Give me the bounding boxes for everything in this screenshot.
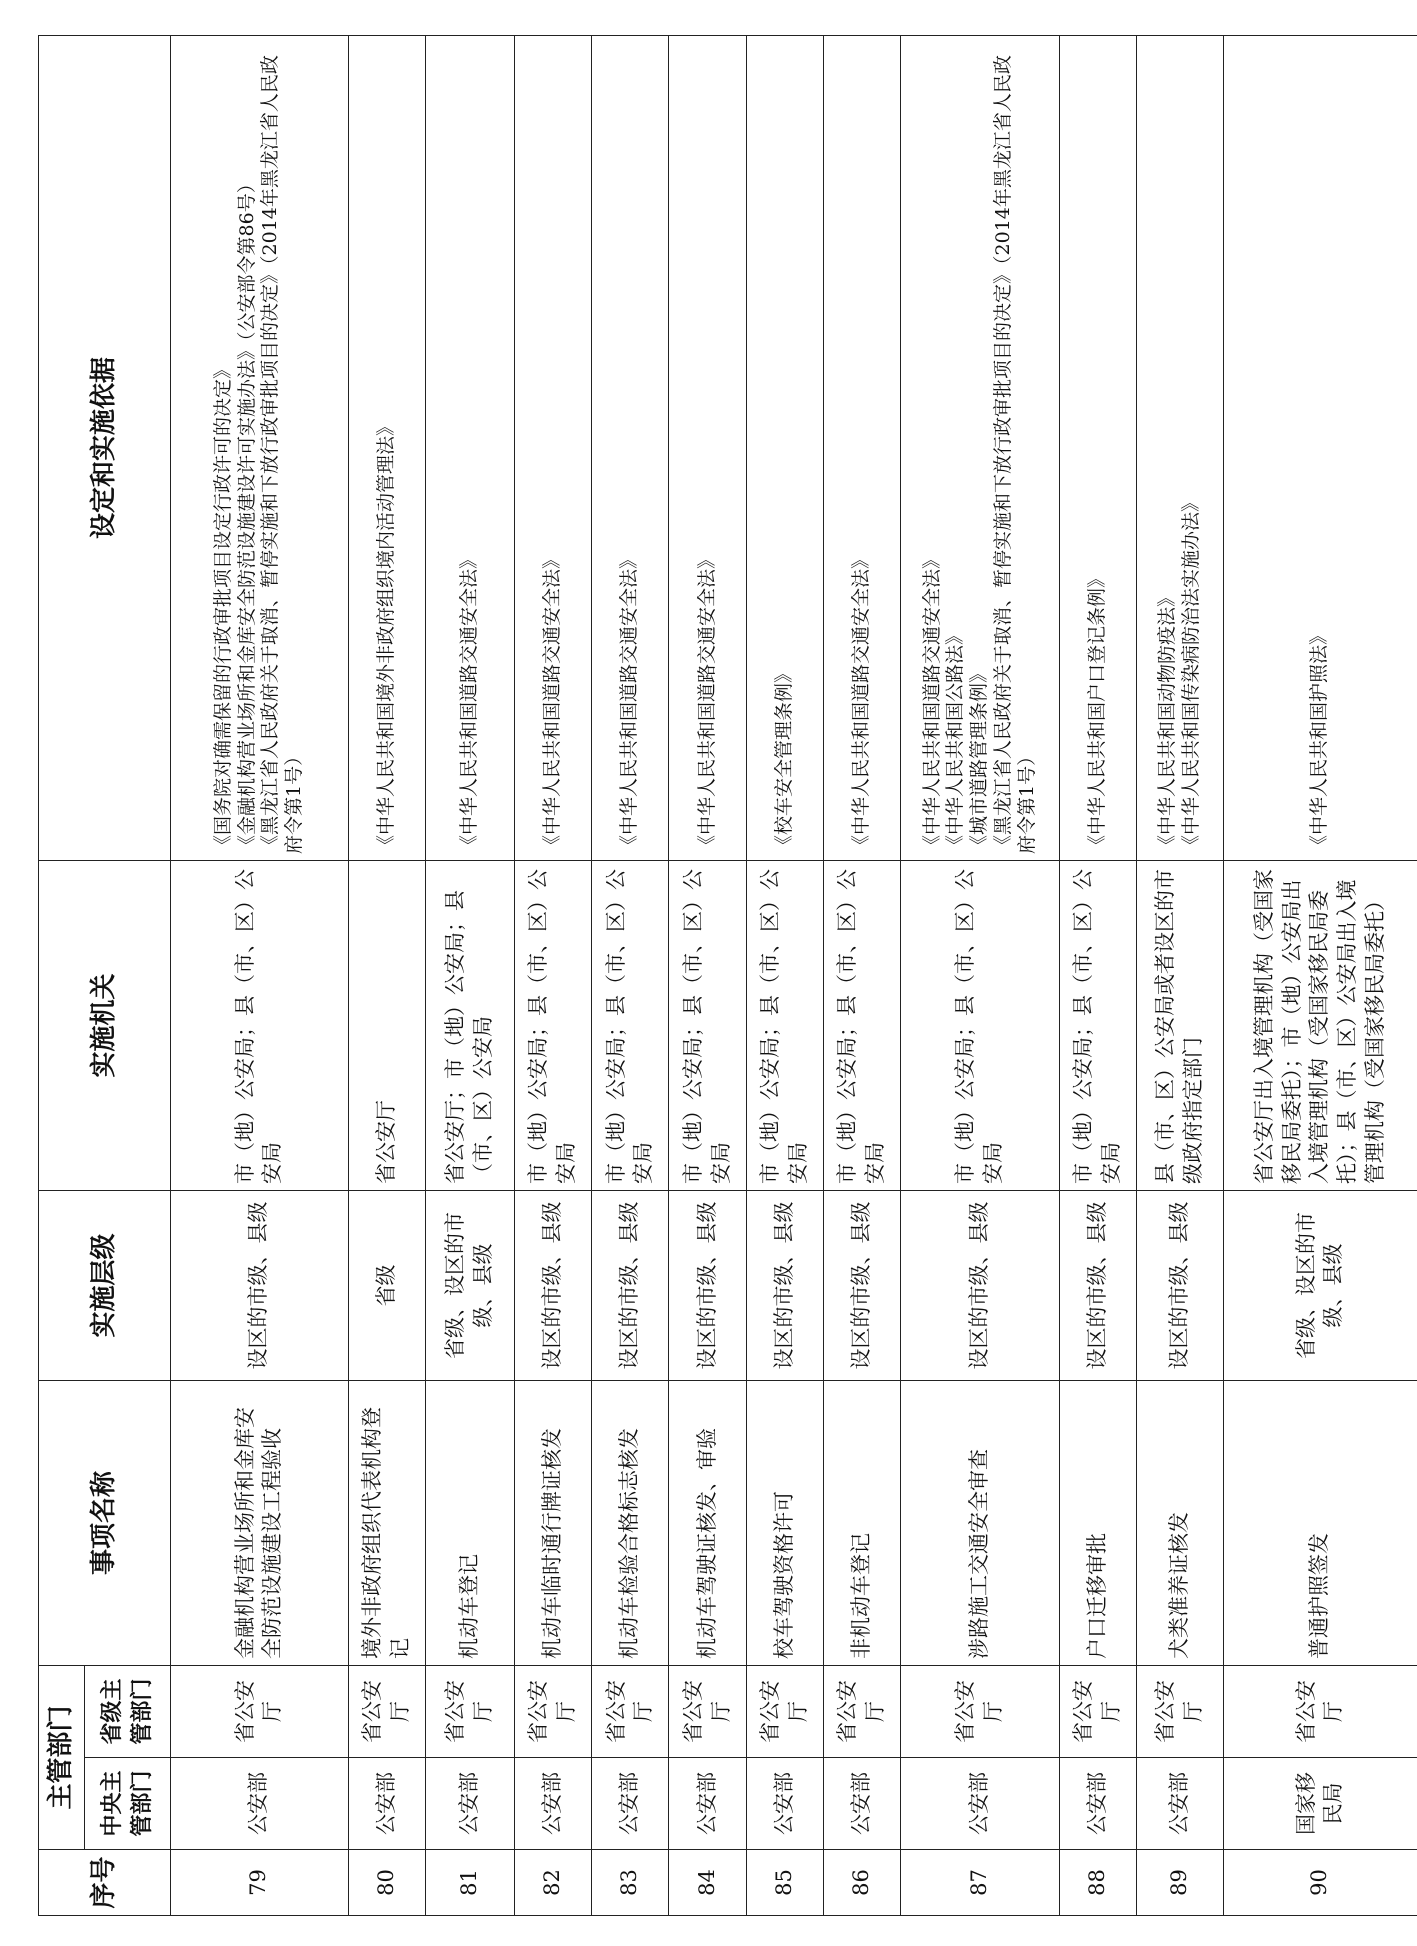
central-dept-cell: 公安部 xyxy=(746,1758,823,1850)
item-name-cell: 涉路施工交通安全审查 xyxy=(901,1380,1059,1665)
provincial-dept-cell: 省公安厅 xyxy=(514,1665,591,1757)
provincial-dept-cell: 省公安厅 xyxy=(1137,1665,1223,1757)
seq-cell: 89 xyxy=(1137,1850,1223,1916)
header-item: 事项名称 xyxy=(39,1380,171,1665)
basis-line: 《中华人民共和国户口登记条例》 xyxy=(1086,568,1109,854)
basis-line: 《中华人民共和国道路交通安全法》 xyxy=(920,549,943,854)
level-cell: 省级、设区的市级、县级 xyxy=(425,1190,514,1380)
basis-line: 《城市道路管理条例》 xyxy=(968,663,991,854)
table-row xyxy=(1137,35,1223,1915)
table-row xyxy=(348,35,425,1915)
org-cell: 市（地）公安局；县（市、区）公安局 xyxy=(514,860,591,1190)
item-name-cell: 机动车临时通行牌证核发 xyxy=(514,1380,591,1665)
admin-approval-table xyxy=(38,35,1417,1916)
level-cell: 设区的市级、县级 xyxy=(824,1190,901,1380)
item-name-cell: 校车驾驶资格许可 xyxy=(746,1380,823,1665)
header-org: 实施机关 xyxy=(39,860,171,1190)
rotated-page xyxy=(38,36,1417,1916)
central-dept-cell: 公安部 xyxy=(1137,1758,1223,1850)
org-cell: 省公安厅出入境管理机构（受国家移民局委托）；市（地）公安局出入境管理机构（受国家移民局委托）；县（市、区）公安局出入境管理机构（受国家移民局委托） xyxy=(1223,860,1417,1190)
item-name-cell: 金融机构营业场所和金库安全防范设施建设工程验收 xyxy=(171,1380,349,1665)
provincial-dept-cell: 省公安厅 xyxy=(171,1665,349,1757)
level-cell: 设区的市级、县级 xyxy=(592,1190,669,1380)
seq-cell: 85 xyxy=(746,1850,823,1916)
org-cell: 省公安厅 xyxy=(348,860,425,1190)
basis-line: 《金融机构营业场所和金库安全防范设施建设许可实施办法》（公安部令第86号） xyxy=(235,174,258,854)
seq-cell: 79 xyxy=(171,1850,349,1916)
basis-cell xyxy=(824,35,901,860)
org-cell: 市（地）公安局；县（市、区）公安局 xyxy=(669,860,746,1190)
org-cell: 市（地）公安局；县（市、区）公安局 xyxy=(171,860,349,1190)
table-row xyxy=(1223,35,1417,1915)
org-cell: 市（地）公安局；县（市、区）公安局 xyxy=(901,860,1059,1190)
item-name-cell: 犬类准养证核发 xyxy=(1137,1380,1223,1665)
basis-line: 《中华人民共和国道路交通安全法》 xyxy=(541,549,564,854)
central-dept-cell: 公安部 xyxy=(1059,1758,1136,1850)
central-dept-cell: 公安部 xyxy=(824,1758,901,1850)
table-row xyxy=(425,35,514,1915)
item-name-cell: 机动车驾驶证核发、审验 xyxy=(669,1380,746,1665)
basis-cell xyxy=(669,35,746,860)
basis-cell xyxy=(901,35,1059,860)
provincial-dept-cell: 省公安厅 xyxy=(824,1665,901,1757)
seq-cell: 88 xyxy=(1059,1850,1136,1916)
basis-cell xyxy=(171,35,349,860)
central-dept-cell: 公安部 xyxy=(425,1758,514,1850)
org-cell: 市（地）公安局；县（市、区）公安局 xyxy=(1059,860,1136,1190)
basis-line: 《校车安全管理条例》 xyxy=(773,663,795,854)
org-cell: 市（地）公安局；县（市、区）公安局 xyxy=(746,860,823,1190)
basis-line: 《中华人民共和国传染病防治法实施办法》 xyxy=(1179,492,1202,854)
org-cell: 市（地）公安局；县（市、区）公安局 xyxy=(592,860,669,1190)
basis-line: 《中华人民共和国护照法》 xyxy=(1308,625,1331,854)
basis-line: 《中华人民共和国公路法》 xyxy=(944,625,967,854)
basis-line: 《国务院对确需保留的行政审批项目设定行政许可的决定》 xyxy=(211,359,234,854)
seq-cell: 83 xyxy=(592,1850,669,1916)
level-cell: 设区的市级、县级 xyxy=(746,1190,823,1380)
level-cell: 设区的市级、县级 xyxy=(514,1190,591,1380)
basis-cell xyxy=(348,35,425,860)
basis-line: 《黑龙江省人民政府关于取消、暂停实施和下放行政审批项目的决定》（2014年黑龙江省人民政府令第1号） xyxy=(991,55,1038,854)
provincial-dept-cell: 省公安厅 xyxy=(348,1665,425,1757)
provincial-dept-cell: 省公安厅 xyxy=(425,1665,514,1757)
org-cell: 省公安厅；市（地）公安局；县（市、区）公安局 xyxy=(425,860,514,1190)
provincial-dept-cell: 省公安厅 xyxy=(746,1665,823,1757)
basis-line: 《中华人民共和国道路交通安全法》 xyxy=(695,549,718,854)
basis-line: 《中华人民共和国道路交通安全法》 xyxy=(618,549,641,854)
provincial-dept-cell: 省公安厅 xyxy=(669,1665,746,1757)
header-level: 实施层级 xyxy=(39,1190,171,1380)
basis-cell xyxy=(1137,35,1223,860)
header-basis: 设定和实施依据 xyxy=(39,35,171,860)
item-name-cell: 普通护照签发 xyxy=(1223,1380,1417,1665)
seq-cell: 80 xyxy=(348,1850,425,1916)
seq-cell: 84 xyxy=(669,1850,746,1916)
basis-line: 《中华人民共和国境外非政府组织境内活动管理法》 xyxy=(374,416,397,854)
provincial-dept-cell: 省公安厅 xyxy=(592,1665,669,1757)
header-provincial: 省级主管部门 xyxy=(85,1665,171,1757)
level-cell: 设区的市级、县级 xyxy=(1137,1190,1223,1380)
table-row xyxy=(1059,35,1136,1915)
org-cell: 市（地）公安局；县（市、区）公安局 xyxy=(824,860,901,1190)
seq-cell: 82 xyxy=(514,1850,591,1916)
level-cell: 省级 xyxy=(348,1190,425,1380)
item-name-cell: 境外非政府组织代表机构登记 xyxy=(348,1380,425,1665)
header-dept-group: 主管部门 xyxy=(39,1665,85,1849)
item-name-cell: 户口迁移审批 xyxy=(1059,1380,1136,1665)
level-cell: 设区的市级、县级 xyxy=(669,1190,746,1380)
basis-line: 《中华人民共和国道路交通安全法》 xyxy=(457,549,480,854)
level-cell: 省级、设区的市级、县级 xyxy=(1223,1190,1417,1380)
basis-cell xyxy=(1223,35,1417,860)
central-dept-cell: 公安部 xyxy=(669,1758,746,1850)
central-dept-cell: 公安部 xyxy=(901,1758,1059,1850)
central-dept-cell: 公安部 xyxy=(592,1758,669,1850)
item-name-cell: 非机动车登记 xyxy=(824,1380,901,1665)
table-row xyxy=(171,35,349,1915)
basis-line: 《中华人民共和国动物防疫法》 xyxy=(1156,587,1179,854)
table-row xyxy=(592,35,669,1915)
table-row xyxy=(746,35,823,1915)
provincial-dept-cell: 省公安厅 xyxy=(1223,1665,1417,1757)
central-dept-cell: 公安部 xyxy=(514,1758,591,1850)
seq-cell: 90 xyxy=(1223,1850,1417,1916)
header-seq: 序号 xyxy=(39,1850,171,1916)
provincial-dept-cell: 省公安厅 xyxy=(901,1665,1059,1757)
basis-cell xyxy=(592,35,669,860)
provincial-dept-cell: 省公安厅 xyxy=(1059,1665,1136,1757)
org-cell: 县（市、区）公安局或者设区的市级政府指定部门 xyxy=(1137,860,1223,1190)
basis-cell xyxy=(425,35,514,860)
basis-line: 《中华人民共和国道路交通安全法》 xyxy=(850,549,873,854)
basis-cell xyxy=(514,35,591,860)
table-row xyxy=(669,35,746,1915)
header-central: 中央主管部门 xyxy=(85,1758,171,1850)
header-row-1 xyxy=(39,35,85,1915)
central-dept-cell: 国家移民局 xyxy=(1223,1758,1417,1850)
table-row xyxy=(514,35,591,1915)
central-dept-cell: 公安部 xyxy=(171,1758,349,1850)
seq-cell: 86 xyxy=(824,1850,901,1916)
seq-cell: 81 xyxy=(425,1850,514,1916)
basis-cell xyxy=(1059,35,1136,860)
table-body xyxy=(171,35,1417,1915)
level-cell: 设区的市级、县级 xyxy=(901,1190,1059,1380)
level-cell: 设区的市级、县级 xyxy=(171,1190,349,1380)
level-cell: 设区的市级、县级 xyxy=(1059,1190,1136,1380)
basis-line: 《黑龙江省人民政府关于取消、暂停实施和下放行政审批项目的决定》（2014年黑龙江省人民政府令第1号） xyxy=(259,55,306,854)
table-row xyxy=(901,35,1059,1915)
item-name-cell: 机动车检验合格标志核发 xyxy=(592,1380,669,1665)
central-dept-cell: 公安部 xyxy=(348,1758,425,1850)
basis-cell xyxy=(746,35,823,860)
item-name-cell: 机动车登记 xyxy=(425,1380,514,1665)
table-row xyxy=(824,35,901,1915)
seq-cell: 87 xyxy=(901,1850,1059,1916)
